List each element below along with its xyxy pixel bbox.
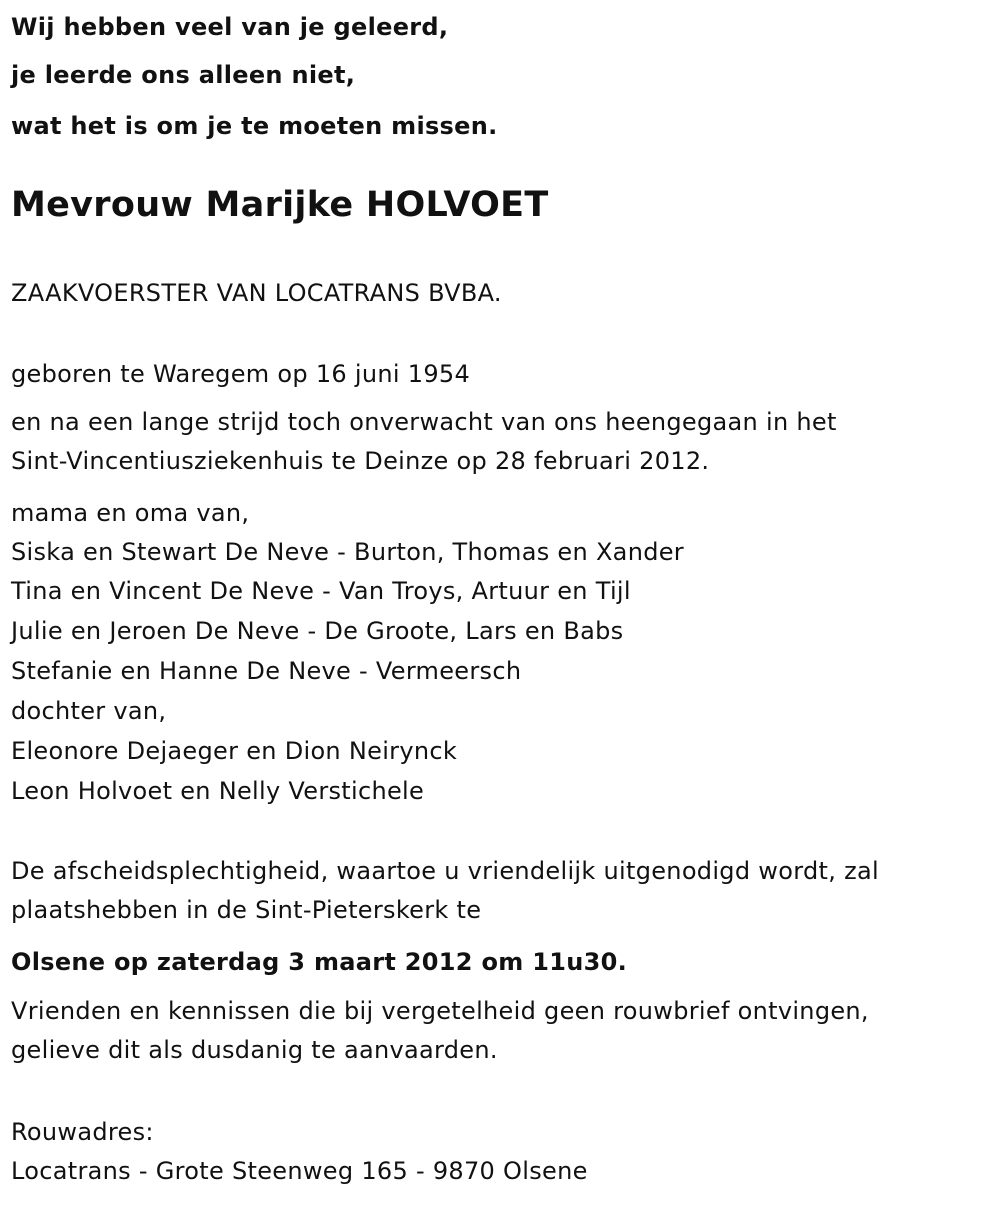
- ceremony-date: Olsene op zaterdag 3 maart 2012 om 11u30.: [11, 948, 628, 976]
- verse-line: Wij hebben veel van je geleerd,: [11, 13, 449, 41]
- ceremony-info: De afscheidsplechtigheid, waartoe u vriendelijk uitgenodigd wordt, zal: [11, 857, 879, 885]
- family-line: Stefanie en Hanne De Neve - Vermeersch: [11, 657, 522, 685]
- family-line: Siska en Stewart De Neve - Burton, Thomas en Xander: [11, 538, 684, 566]
- ceremony-info: plaatshebben in de Sint-Pieterskerk te: [11, 896, 482, 924]
- verse-line: wat het is om je te moeten missen.: [11, 112, 498, 140]
- birth-info: geboren te Waregem op 16 juni 1954: [11, 360, 471, 388]
- address-label: Rouwadres:: [11, 1118, 154, 1146]
- death-info: en na een lange strijd toch onverwacht van ons heengegaan in het: [11, 408, 837, 436]
- family-line: Julie en Jeroen De Neve - De Groote, Lars en Babs: [11, 617, 624, 645]
- family-line: Leon Holvoet en Nelly Verstichele: [11, 777, 425, 805]
- family-line: mama en oma van,: [11, 499, 250, 527]
- family-line: Eleonore Dejaeger en Dion Neirynck: [11, 737, 458, 765]
- verse-line: je leerde ons alleen niet,: [11, 61, 356, 89]
- notice-line: gelieve dit als dusdanig te aanvaarden.: [11, 1036, 498, 1064]
- family-line: dochter van,: [11, 697, 167, 725]
- notice-line: Vrienden en kennissen die bij vergetelheid geen rouwbrief ontvingen,: [11, 997, 869, 1025]
- occupation: ZAAKVOERSTER VAN LOCATRANS BVBA.: [11, 279, 502, 307]
- address: Locatrans - Grote Steenweg 165 - 9870 Olsene: [11, 1157, 588, 1185]
- death-info: Sint-Vincentiusziekenhuis te Deinze op 28 februari 2012.: [11, 447, 710, 475]
- family-line: Tina en Vincent De Neve - Van Troys, Artuur en Tijl: [11, 577, 631, 605]
- deceased-name: Mevrouw Marijke HOLVOET: [11, 185, 549, 225]
